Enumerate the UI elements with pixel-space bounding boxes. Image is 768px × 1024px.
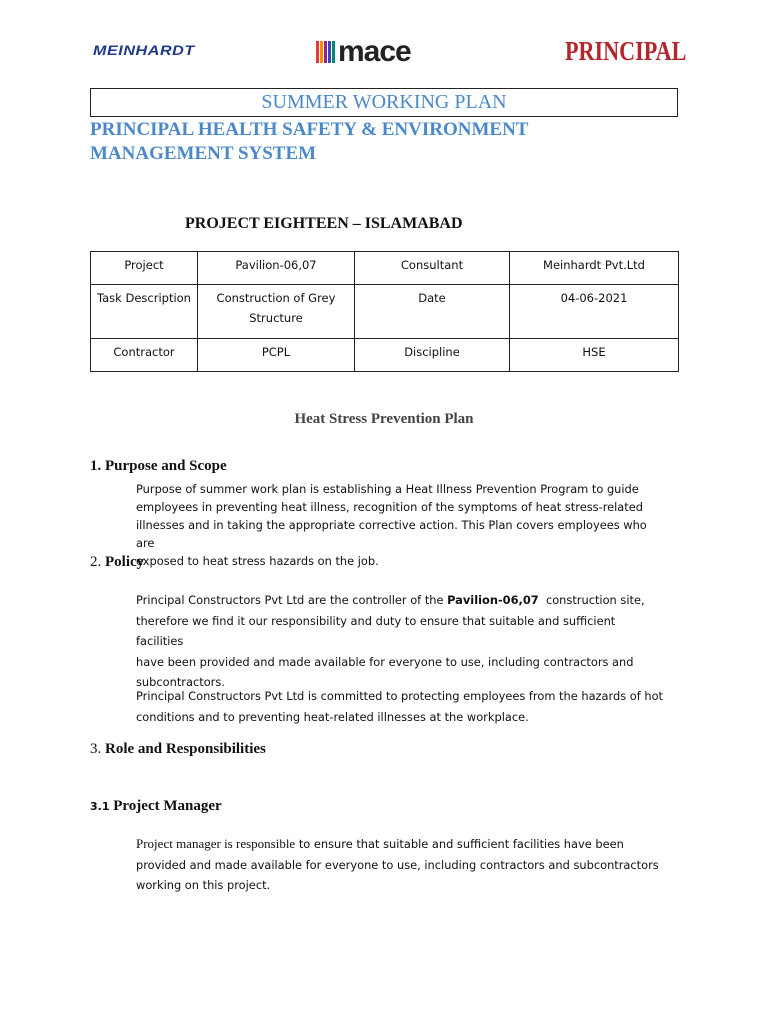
section-heading-roles [90, 741, 266, 758]
text-line [136, 834, 666, 855]
document-title: SUMMER WORKING PLAN [90, 88, 678, 117]
text-line: have been provided and made available for everyone to use, including contractors and [136, 654, 634, 669]
mace-logo-bars [316, 41, 335, 63]
text-line: working on this project. [136, 878, 271, 892]
table-cell: Meinhardt Pvt.Ltd [510, 252, 679, 285]
document-subtitle [90, 118, 650, 166]
table-cell: Contractor [91, 339, 198, 372]
subtitle-line: MANAGEMENT SYSTEM [90, 143, 317, 164]
project-info-table [90, 251, 679, 372]
text-line [136, 590, 666, 611]
section-heading-policy [90, 554, 144, 571]
section-number: 3. [90, 741, 102, 757]
policy-paragraph-2 [136, 686, 666, 727]
text-line: exposed to heat stress hazards on the job. [136, 554, 379, 568]
section-title: Role and Responsibilities [105, 741, 266, 757]
section-heading-purpose: 1. Purpose and Scope [90, 458, 227, 474]
section-number: 2. [90, 554, 102, 570]
text-line: conditions and to preventing heat-related illnesses at the workplace. [136, 709, 529, 724]
mace-bar [328, 41, 331, 63]
plan-title: Heat Stress Prevention Plan [294, 411, 474, 427]
text-run-serif: Project manager is responsible [136, 836, 296, 851]
subtitle-line: PRINCIPAL HEALTH SAFETY & ENVIRONMENT [90, 119, 529, 140]
mace-logo-text: mace [338, 35, 411, 68]
table-row [91, 252, 679, 285]
table-cell: PCPL [198, 339, 355, 372]
text-run: construction site, [538, 593, 645, 607]
table-cell: Task Description [91, 285, 198, 339]
text-line: subcontractors. [136, 675, 225, 689]
mace-bar [332, 41, 335, 63]
purpose-paragraph [136, 480, 666, 570]
table-cell: Pavilion-06,07 [198, 252, 355, 285]
section-title: Policy [105, 554, 145, 570]
text-line: employees in preventing heat illness, recognition of the symptoms of heat stress-related [136, 500, 643, 514]
text-line: illnesses and in taking the appropriate corrective action. This Plan covers employees who are [136, 518, 647, 550]
table-cell: Construction of Grey Structure [198, 285, 355, 339]
subsection-number: 3.1 [90, 800, 110, 813]
text-run-bold: Pavilion-06,07 [447, 593, 539, 607]
mace-bar [320, 41, 323, 63]
table-row [91, 285, 679, 339]
text-run: to ensure that suitable and sufficient facilities have been [295, 837, 624, 851]
subsection-heading-project-manager [90, 798, 222, 815]
table-cell: Consultant [355, 252, 510, 285]
mace-bar [324, 41, 327, 63]
mace-logo [316, 36, 411, 68]
table-cell: Project [91, 252, 198, 285]
table-cell: Discipline [355, 339, 510, 372]
table-cell: Date [355, 285, 510, 339]
text-line: provided and made available for everyone to use, including contractors and subcontractors [136, 857, 659, 872]
table-cell: HSE [510, 339, 679, 372]
policy-paragraph-1 [136, 590, 666, 693]
project-manager-paragraph [136, 834, 666, 896]
mace-bar [316, 41, 319, 63]
table-cell: 04-06-2021 [510, 285, 679, 339]
project-heading: PROJECT EIGHTEEN – ISLAMABAD [185, 215, 463, 232]
meinhardt-logo: MEINHARDT [93, 42, 195, 58]
text-line: therefore we find it our responsibility and duty to ensure that suitable and sufficient facilities [136, 613, 616, 648]
principal-logo: PRINCIPAL [565, 36, 687, 66]
text-run: Principal Constructors Pvt Ltd are the controller of the [136, 593, 448, 607]
text-line: Purpose of summer work plan is establishing a Heat Illness Prevention Program to guide [136, 482, 639, 496]
text-line: Principal Constructors Pvt Ltd is committed to protecting employees from the hazards of hot [136, 689, 664, 703]
subsection-title: Project Manager [113, 798, 222, 814]
table-row [91, 339, 679, 372]
